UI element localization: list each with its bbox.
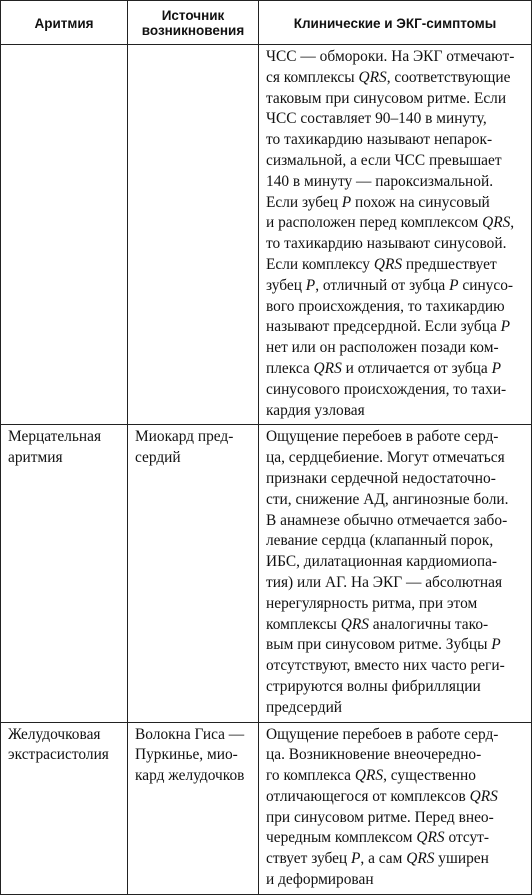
text-line: сизмальной, а если ЧСС превышает — [266, 151, 502, 169]
italic-term: P — [449, 276, 459, 294]
text-line: Ощущение перебоев в работе серд- — [266, 428, 499, 446]
italic-term: QRS — [416, 829, 445, 847]
cell-arrhythmia — [1, 45, 128, 425]
text-line: Ощущение перебоев в работе серд- — [266, 725, 499, 743]
text-line: при синусовом ритме. Перед внео- — [266, 808, 494, 826]
text-line: Если зубец P похож на синусовый — [266, 193, 490, 211]
text-line: и деформирован — [266, 871, 374, 889]
cell-source — [128, 425, 259, 722]
text-line: ЧСС — обмороки. На ЭКГ отмечают- — [266, 48, 515, 65]
text-line: таковым при синусовом ритме. Если — [266, 89, 507, 107]
text-line: кардия узловая — [266, 401, 365, 419]
text-line: Мерцательная — [8, 428, 102, 446]
text-line: экстрасистолия — [8, 746, 109, 764]
text-line: нет или он расположен позади ком- — [266, 339, 499, 357]
text-line: сти, снижение АД, ангинозные боли. — [266, 490, 509, 508]
italic-term: QRS — [406, 850, 435, 868]
text-line: вым при синусовом ритме. Зубцы P — [266, 636, 501, 654]
table-row — [1, 45, 532, 425]
cell-source — [128, 45, 259, 425]
text-line: кард желудочков — [135, 767, 245, 785]
text-line: зубец P, отличный от зубца P синусо- — [266, 276, 514, 294]
cell-clinical — [259, 45, 532, 425]
text-line: ца. Возникновение внеочередно- — [266, 746, 482, 764]
text-line: В анамнезе обычно отмечается забо- — [266, 511, 508, 529]
text-line: вого происхождения, то тахикардию — [266, 297, 505, 315]
text-line: аритмия — [8, 449, 63, 467]
text-line: тия) или АГ. На ЭКГ — абсолютная — [266, 573, 503, 591]
text-line: комплексы QRS аналогичны тако- — [266, 615, 489, 633]
italic-term: QRS — [373, 255, 403, 273]
text-line: признаки сердечной недостаточно- — [266, 469, 496, 487]
header-clinical: Клинические и ЭКГ-симптомы — [259, 1, 532, 45]
cell-source — [128, 722, 259, 894]
text-line: синусового происхождения, то тахи- — [266, 380, 507, 398]
text-line: то тахикардию называют непарок- — [266, 131, 493, 149]
text-line: отсутствуют, вместо них часто реги- — [266, 657, 505, 675]
italic-term: QRS — [482, 214, 511, 232]
text-line: называют предсердной. Если зубца P — [266, 318, 511, 336]
italic-term: P — [491, 636, 501, 654]
italic-term: P — [341, 193, 352, 211]
text-line: ца, сердцебиение. Могут отмечаться — [266, 449, 505, 467]
table-header-row — [1, 1, 532, 45]
italic-term: QRS — [354, 767, 384, 785]
text-line: ствует зубец P, а сам QRS уширен — [266, 850, 489, 868]
text-line: Желудочковая — [8, 725, 101, 743]
text-line: Миокард пред- — [135, 428, 234, 446]
text-line: предсердий — [266, 698, 343, 716]
text-line: отличающегося от комплексов QRS — [266, 787, 498, 805]
text-line: Пуркинье, мио- — [135, 746, 238, 764]
text-line: стрируются волны фибрилляции — [266, 677, 481, 695]
text-line: ся комплексы QRS, соответствующие — [266, 68, 511, 86]
text-line: Если комплексу QRS предшествует — [266, 255, 497, 273]
text-line: плекса QRS и отличается от зубца P — [266, 359, 501, 377]
italic-term: P — [491, 359, 501, 377]
text-line: Волокна Гиса — — [135, 725, 245, 743]
text-line: то тахикардию называют синусовой. — [266, 235, 507, 253]
text-line: го комплекса QRS, существенно — [266, 767, 476, 785]
italic-term: P — [351, 850, 361, 868]
cell-arrhythmia — [1, 722, 128, 894]
text-line: ЧСС составляет 90–140 в минуту, — [266, 110, 487, 128]
text-line: ИБС, дилатационная кардиомиопа- — [266, 553, 498, 571]
header-arrhythmia: Аритмия — [1, 1, 128, 45]
italic-term: QRS — [340, 615, 369, 633]
italic-term: QRS — [358, 68, 387, 86]
cell-clinical — [259, 425, 532, 722]
text-line: 140 в минуту — пароксизмальной. — [266, 172, 494, 190]
italic-term: P — [305, 276, 316, 294]
italic-term: QRS — [469, 787, 498, 805]
italic-term: P — [500, 318, 511, 336]
cell-arrhythmia — [1, 425, 128, 722]
text-line: и расположен перед комплексом QRS, — [266, 214, 515, 232]
text-line: нерегулярность ритма, при этом — [266, 594, 478, 612]
cell-clinical — [259, 722, 532, 894]
text-line: сердий — [135, 449, 181, 467]
text-line: чередным комплексом QRS отсут- — [266, 829, 490, 847]
text-line: левание сердца (клапанный порок, — [266, 532, 494, 550]
italic-term: QRS — [313, 359, 342, 377]
table-row — [1, 722, 532, 894]
header-source: Источник возникновения — [128, 1, 259, 45]
table-row — [1, 425, 532, 722]
